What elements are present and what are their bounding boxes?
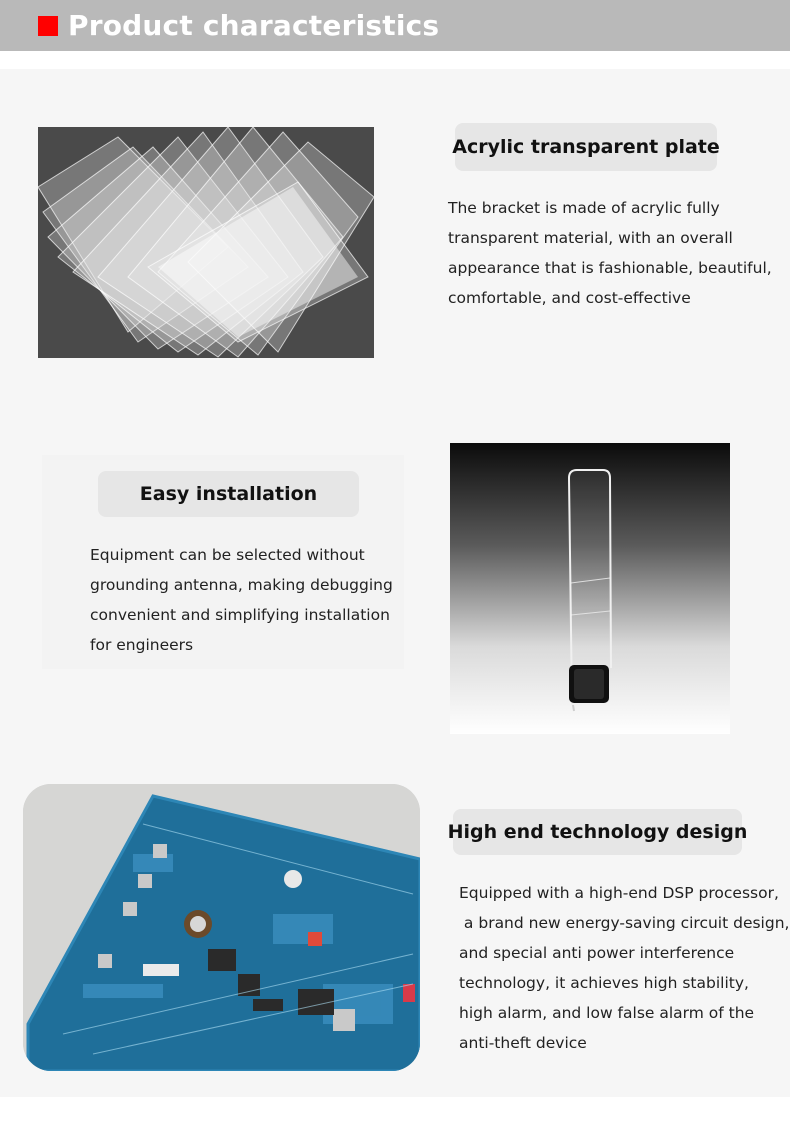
description-line: high alarm, and low false alarm of the xyxy=(459,1004,755,1022)
section-title-text: Easy installation xyxy=(139,483,318,505)
red-square-icon xyxy=(38,16,58,36)
antitheft-gate-graphic xyxy=(450,443,730,734)
section-title-text: High end technology design xyxy=(447,821,748,843)
section-title-acrylic xyxy=(452,123,720,171)
description-line: technology, it achieves high stability, xyxy=(459,974,749,992)
description-line: Equipment can be selected without xyxy=(90,546,365,564)
section-description-acrylic xyxy=(448,193,772,313)
description-line: convenient and simplifying installation xyxy=(90,606,390,624)
description-line: for engineers xyxy=(90,636,194,654)
description-line: anti-theft device xyxy=(459,1034,587,1052)
circuit-board-graphic xyxy=(23,784,420,1071)
description-line: Equipped with a high-end DSP processor, xyxy=(459,884,779,902)
description-line: a brand new energy-saving circuit design, xyxy=(459,914,790,932)
circuit-board-image xyxy=(23,784,420,1071)
section-description-technology xyxy=(459,878,789,1058)
section-title-technology xyxy=(447,809,748,855)
description-line: appearance that is fashionable, beautiful, xyxy=(448,259,772,277)
acrylic-sheets-image xyxy=(38,127,374,358)
section-description-installation xyxy=(90,540,393,660)
description-line: comfortable, and cost-effective xyxy=(448,289,691,307)
antitheft-gate-image xyxy=(450,443,730,734)
acrylic-sheets-graphic xyxy=(38,127,374,358)
section-title-text: Acrylic transparent plate xyxy=(452,136,720,158)
page-title: Product characteristics xyxy=(68,9,440,42)
description-line: and special anti power interference xyxy=(459,944,735,962)
description-line: The bracket is made of acrylic fully xyxy=(448,199,720,217)
description-line: grounding antenna, making debugging xyxy=(90,576,393,594)
section-title-installation xyxy=(98,471,359,517)
section-header xyxy=(0,0,790,51)
description-line: transparent material, with an overall xyxy=(448,229,733,247)
